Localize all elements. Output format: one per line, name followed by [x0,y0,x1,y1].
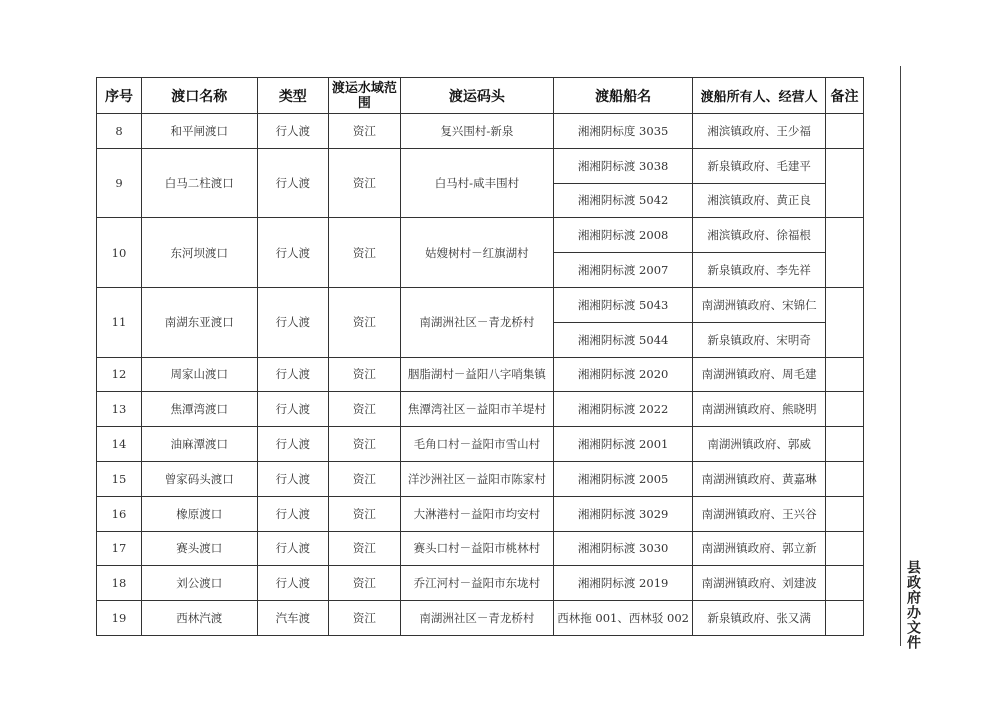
cell-boat: 湘湘阴标渡 5043 [554,287,693,322]
cell-owner: 新泉镇政府、张又满 [693,601,826,636]
cell-route: 胭脂湖村－益阳八字哨集镇 [400,357,553,392]
cell-remark [826,218,864,288]
header-boat: 渡船船名 [554,78,693,114]
cell-waters: 资江 [329,461,401,496]
header-owner: 渡船所有人、经营人 [693,78,826,114]
cell-boat: 湘湘阴标渡 3030 [554,531,693,566]
cell-type: 行人渡 [257,218,329,288]
margin-rule [900,66,901,646]
cell-owner: 南湖洲镇政府、郭立新 [693,531,826,566]
cell-index: 9 [97,148,142,218]
cell-owner: 新泉镇政府、毛建平 [693,148,826,183]
cell-waters: 资江 [329,218,401,288]
cell-boat: 西林拖 001、西林驳 002 [554,601,693,636]
cell-waters: 资江 [329,114,401,149]
table-row [97,427,864,462]
cell-remark [826,357,864,392]
table-row [97,114,864,149]
cell-route: 白马村-咸丰围村 [400,148,553,218]
table-row [97,148,864,183]
cell-boat: 湘湘阴标渡 3029 [554,496,693,531]
cell-owner: 南湖洲镇政府、周毛建 [693,357,826,392]
cell-remark [826,496,864,531]
cell-type: 行人渡 [257,566,329,601]
cell-ferry-name: 南湖东亚渡口 [141,287,257,357]
cell-type: 行人渡 [257,531,329,566]
cell-remark [826,566,864,601]
cell-ferry-name: 焦潭湾渡口 [141,392,257,427]
cell-index: 15 [97,461,142,496]
cell-waters: 资江 [329,287,401,357]
header-row [97,78,864,114]
cell-waters: 资江 [329,357,401,392]
cell-route: 焦潭湾社区－益阳市羊堤村 [400,392,553,427]
cell-ferry-name: 和平闸渡口 [141,114,257,149]
cell-remark [826,461,864,496]
cell-index: 14 [97,427,142,462]
table-row [97,218,864,253]
cell-index: 19 [97,601,142,636]
cell-boat: 湘湘阴标渡 5044 [554,322,693,357]
cell-owner: 新泉镇政府、宋明奇 [693,322,826,357]
cell-owner: 南湖洲镇政府、刘建波 [693,566,826,601]
cell-owner: 南湖洲镇政府、王兴谷 [693,496,826,531]
cell-route: 南湖洲社区－青龙桥村 [400,287,553,357]
cell-waters: 资江 [329,531,401,566]
cell-ferry-name: 白马二柱渡口 [141,148,257,218]
cell-route: 复兴围村-新泉 [400,114,553,149]
cell-index: 11 [97,287,142,357]
cell-index: 16 [97,496,142,531]
cell-boat: 湘湘阴标渡 2007 [554,253,693,288]
cell-type: 行人渡 [257,357,329,392]
cell-remark [826,427,864,462]
cell-waters: 资江 [329,496,401,531]
cell-type: 行人渡 [257,114,329,149]
cell-owner: 南湖洲镇政府、黄嘉琳 [693,461,826,496]
table-row [97,461,864,496]
cell-ferry-name: 油麻潭渡口 [141,427,257,462]
cell-owner: 南湖洲镇政府、郭威 [693,427,826,462]
cell-boat: 湘湘阴标渡 2005 [554,461,693,496]
cell-boat: 湘湘阴标渡 2022 [554,392,693,427]
cell-remark [826,148,864,218]
header-route: 渡运码头 [400,78,553,114]
cell-remark [826,531,864,566]
cell-boat: 湘湘阴标渡 2008 [554,218,693,253]
cell-waters: 资江 [329,392,401,427]
cell-boat: 湘湘阴标渡 3038 [554,148,693,183]
cell-index: 8 [97,114,142,149]
cell-ferry-name: 橡原渡口 [141,496,257,531]
cell-route: 洋沙洲社区－益阳市陈家村 [400,461,553,496]
cell-index: 18 [97,566,142,601]
cell-type: 行人渡 [257,392,329,427]
cell-ferry-name: 赛头渡口 [141,531,257,566]
cell-waters: 资江 [329,427,401,462]
cell-route: 南湖洲社区－青龙桥村 [400,601,553,636]
cell-waters: 资江 [329,566,401,601]
cell-route: 赛头口村－益阳市桃林村 [400,531,553,566]
table-row [97,392,864,427]
cell-boat: 湘湘阴标渡 2020 [554,357,693,392]
table-row [97,531,864,566]
cell-ferry-name: 曾家码头渡口 [141,461,257,496]
cell-route: 大淋港村－益阳市均安村 [400,496,553,531]
cell-boat: 湘湘阴标渡 2019 [554,566,693,601]
cell-type: 行人渡 [257,287,329,357]
header-type: 类型 [257,78,329,114]
table-row [97,601,864,636]
cell-type: 汽车渡 [257,601,329,636]
cell-owner: 湘滨镇政府、王少福 [693,114,826,149]
cell-boat: 湘湘阴标渡 2001 [554,427,693,462]
table-row [97,496,864,531]
cell-owner: 南湖洲镇政府、熊晓明 [693,392,826,427]
cell-waters: 资江 [329,148,401,218]
table-row [97,357,864,392]
cell-owner: 湘滨镇政府、徐福根 [693,218,826,253]
header-waters: 渡运水域范围 [329,78,401,114]
cell-remark [826,392,864,427]
cell-index: 12 [97,357,142,392]
table-row [97,287,864,322]
cell-ferry-name: 刘公渡口 [141,566,257,601]
cell-waters: 资江 [329,601,401,636]
table-row [97,566,864,601]
cell-ferry-name: 西林汽渡 [141,601,257,636]
header-index: 序号 [97,78,142,114]
cell-route: 姑嫂树村－红旗湖村 [400,218,553,288]
side-label: 县政府办文件 [905,560,921,650]
header-name: 渡口名称 [141,78,257,114]
cell-index: 13 [97,392,142,427]
cell-ferry-name: 周家山渡口 [141,357,257,392]
cell-remark [826,114,864,149]
cell-type: 行人渡 [257,461,329,496]
cell-type: 行人渡 [257,427,329,462]
cell-index: 10 [97,218,142,288]
cell-boat: 湘湘阴标渡 5042 [554,183,693,218]
cell-owner: 南湖洲镇政府、宋锦仁 [693,287,826,322]
cell-boat: 湘湘阴标度 3035 [554,114,693,149]
cell-owner: 新泉镇政府、李先祥 [693,253,826,288]
ferry-table [96,77,864,636]
cell-remark [826,601,864,636]
cell-owner: 湘滨镇政府、黄正良 [693,183,826,218]
cell-route: 毛角口村－益阳市雪山村 [400,427,553,462]
cell-ferry-name: 东河坝渡口 [141,218,257,288]
cell-remark [826,287,864,357]
cell-route: 乔江河村－益阳市东垅村 [400,566,553,601]
header-remark: 备注 [826,78,864,114]
cell-type: 行人渡 [257,148,329,218]
cell-index: 17 [97,531,142,566]
cell-type: 行人渡 [257,496,329,531]
